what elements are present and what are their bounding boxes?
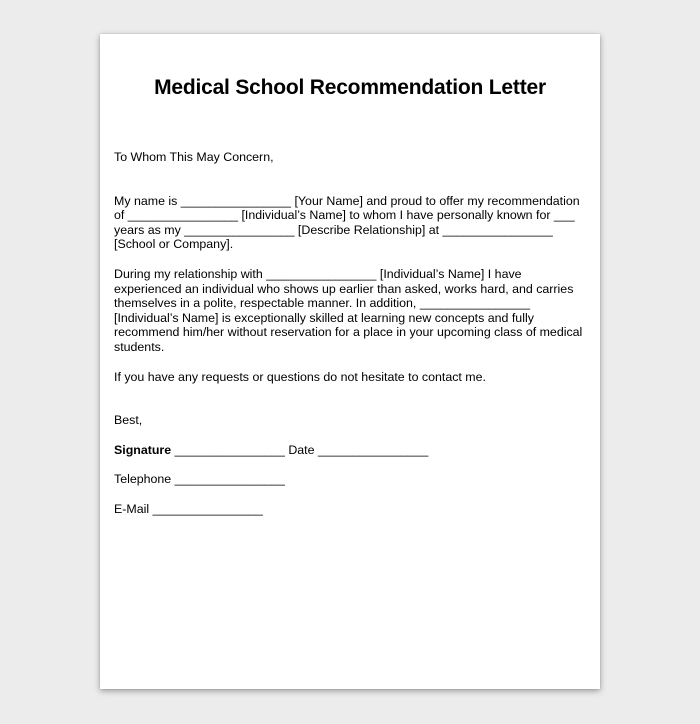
email-blank: ________________ [152,501,263,516]
page-title: Medical School Recommendation Letter [154,76,546,99]
salutation: To Whom This May Concern, [114,150,274,164]
telephone-label: Telephone [114,472,172,487]
email-label: E-Mail [114,501,150,516]
telephone-blank: ________________ [174,472,285,487]
email-line [114,502,590,517]
date-label: Date [288,442,315,457]
signature-label: Signature [114,442,172,457]
date-blank: ________________ [317,442,429,457]
paragraph-introduction: My name is ________________ [Your Name] and proud to offer my recommendation of ________________ [Individual’s Name] to whom I have personally known for ___ years as my ________________ [Describe Relationship] at ________________ [School or Company]. [114,193,580,252]
signature-line [114,443,590,458]
telephone-line [114,472,590,487]
paragraph-contact: If you have any requests or questions do not hesitate to contact me. [114,369,486,384]
letter-body [114,150,590,532]
closing: Best, [114,413,143,428]
signature-blank: ________________ [174,442,285,457]
letter-page [100,34,600,689]
paragraph-relationship: During my relationship with ________________ [Individual’s Name] I have experienced an individual who shows up earlier than asked, works hard, and carries themselves in a polite, respectable manner. In addition, ________________ [Individual’s Name] is exceptionally skilled at learning new concepts and fully recommend him/her without reservation for a place in your upcoming class of medical students. [114,266,583,354]
